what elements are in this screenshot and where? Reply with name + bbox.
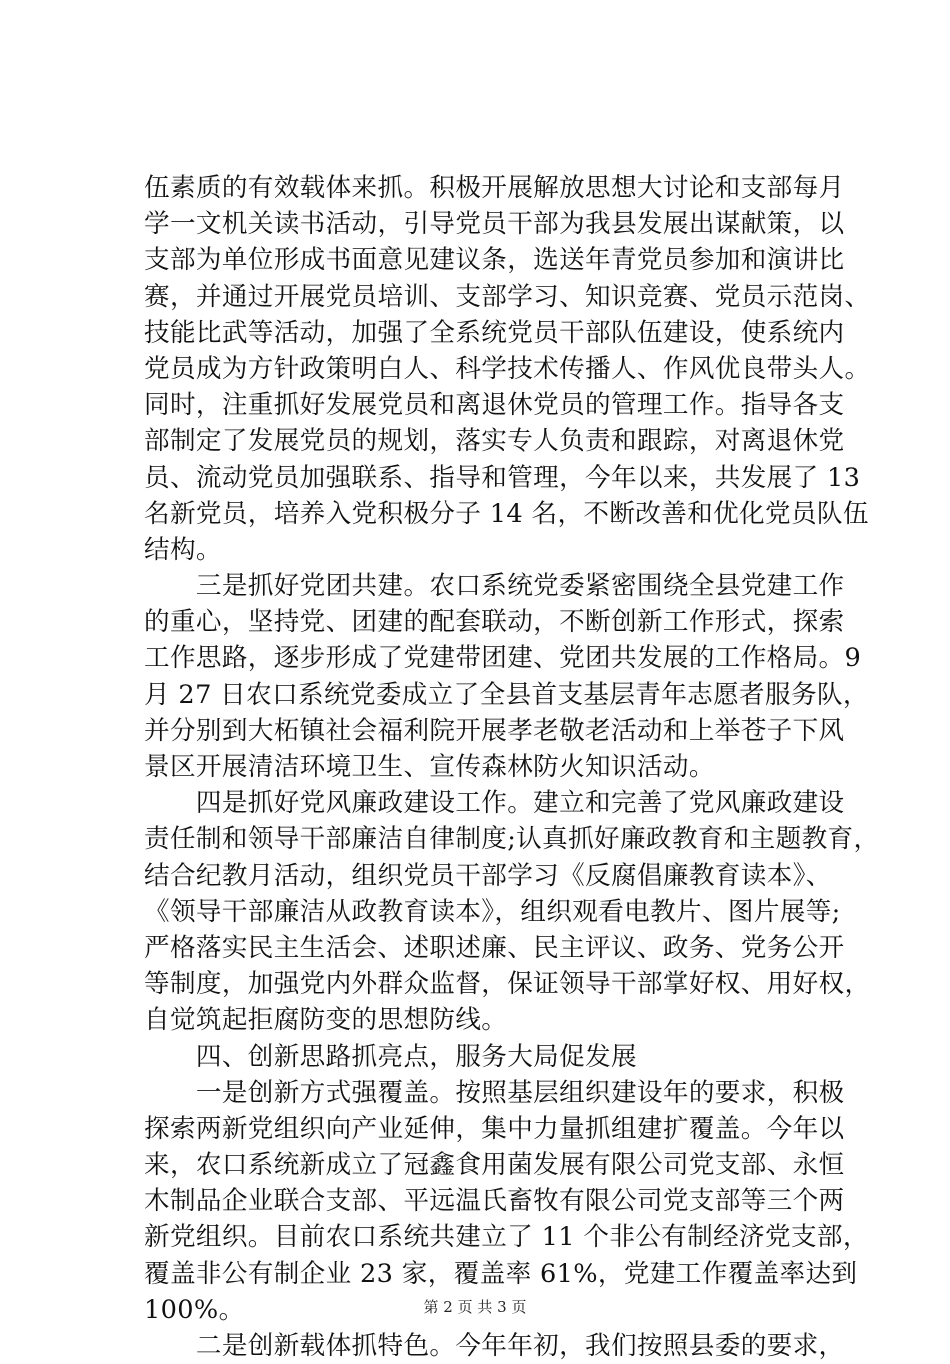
text-line: 覆盖非公有制企业 23 家，覆盖率 61%，党建工作覆盖率达到 (144, 1258, 858, 1289)
text-line: 结合纪教月活动，组织党员干部学习《反腐倡廉教育读本》、 (144, 860, 832, 891)
text-line: 的重心，坚持党、团建的配套联动，不断创新工作形式，探索 (144, 607, 845, 638)
page-number-footer: 第 2 页 共 3 页 (423, 1298, 527, 1316)
paragraph-start-line: 四是抓好党风廉政建设工作。建立和完善了党风廉政建设 (144, 788, 845, 819)
text-line: 赛，并通过开展党员培训、支部学习、知识竞赛、党员示范岗、 (144, 281, 871, 312)
body-text (144, 170, 880, 1364)
text-line: 并分别到大柘镇社会福利院开展孝老敬老活动和上举苍子下风 (144, 715, 845, 746)
text-line: 《领导干部廉洁从政教育读本》，组织观看电教片、图片展等; (144, 896, 841, 927)
paragraph-start-line: 一是创新方式强覆盖。按照基层组织建设年的要求，积极 (144, 1077, 845, 1108)
text-line: 100%。 (144, 1294, 245, 1325)
paragraph-start-line: 三是抓好党团共建。农口系统党委紧密围绕全县党建工作 (144, 571, 845, 602)
text-line: 来，农口系统新成立了冠鑫食用菌发展有限公司党支部、永恒 (144, 1150, 845, 1181)
text-line: 同时，注重抓好发展党员和离退休党员的管理工作。指导各支 (144, 390, 845, 421)
text-line: 责任制和领导干部廉洁自律制度;认真抓好廉政教育和主题教育， (144, 824, 880, 855)
text-line: 月 27 日农口系统党委成立了全县首支基层青年志愿者服务队， (144, 679, 869, 710)
text-line: 严格落实民主生活会、述职述廉、民主评议、政务、党务公开 (144, 932, 845, 963)
text-line: 部制定了发展党员的规划，落实专人负责和跟踪，对离退休党 (144, 426, 845, 457)
text-line: 支部为单位形成书面意见建议条，选送年青党员参加和演讲比 (144, 245, 845, 276)
text-line: 学一文机关读书活动，引导党员干部为我县发展出谋献策，以 (144, 209, 845, 240)
text-line: 技能比武等活动，加强了全系统党员干部队伍建设，使系统内 (144, 317, 845, 348)
text-line: 员、流动党员加强联系、指导和管理，今年以来，共发展了 13 (144, 462, 861, 493)
text-line: 景区开展清洁环境卫生、宣传森林防火知识活动。 (144, 752, 715, 782)
text-line: 木制品企业联合支部、平远温氏畜牧有限公司党支部等三个两 (144, 1186, 845, 1217)
text-line: 探索两新党组织向产业延伸，集中力量抓组建扩覆盖。今年以 (144, 1113, 845, 1144)
text-line: 等制度，加强党内外群众监督，保证领导干部掌好权、用好权， (144, 969, 871, 1000)
text-line: 自觉筑起拒腐防变的思想防线。 (144, 1005, 508, 1036)
text-line: 名新党员，培养入党积极分子 14 名，不断改善和优化党员队伍 (144, 498, 869, 529)
text-line: 新党组织。目前农口系统共建立了 11 个非公有制经济党支部， (144, 1222, 869, 1253)
text-line: 结构。 (144, 534, 222, 565)
text-line: 工作思路，逐步形成了党建带团建、党团共发展的工作格局。9 (144, 643, 862, 674)
paragraph-start-line: 二是创新载体抓特色。今年年初，我们按照县委的要求， (144, 1331, 845, 1361)
text-line: 党员成为方针政策明白人、科学技术传播人、作风优良带头人。 (144, 353, 871, 384)
section-heading: 四、创新思路抓亮点，服务大局促发展 (144, 1041, 637, 1072)
text-line: 伍素质的有效载体来抓。积极开展解放思想大讨论和支部每月 (144, 173, 845, 203)
